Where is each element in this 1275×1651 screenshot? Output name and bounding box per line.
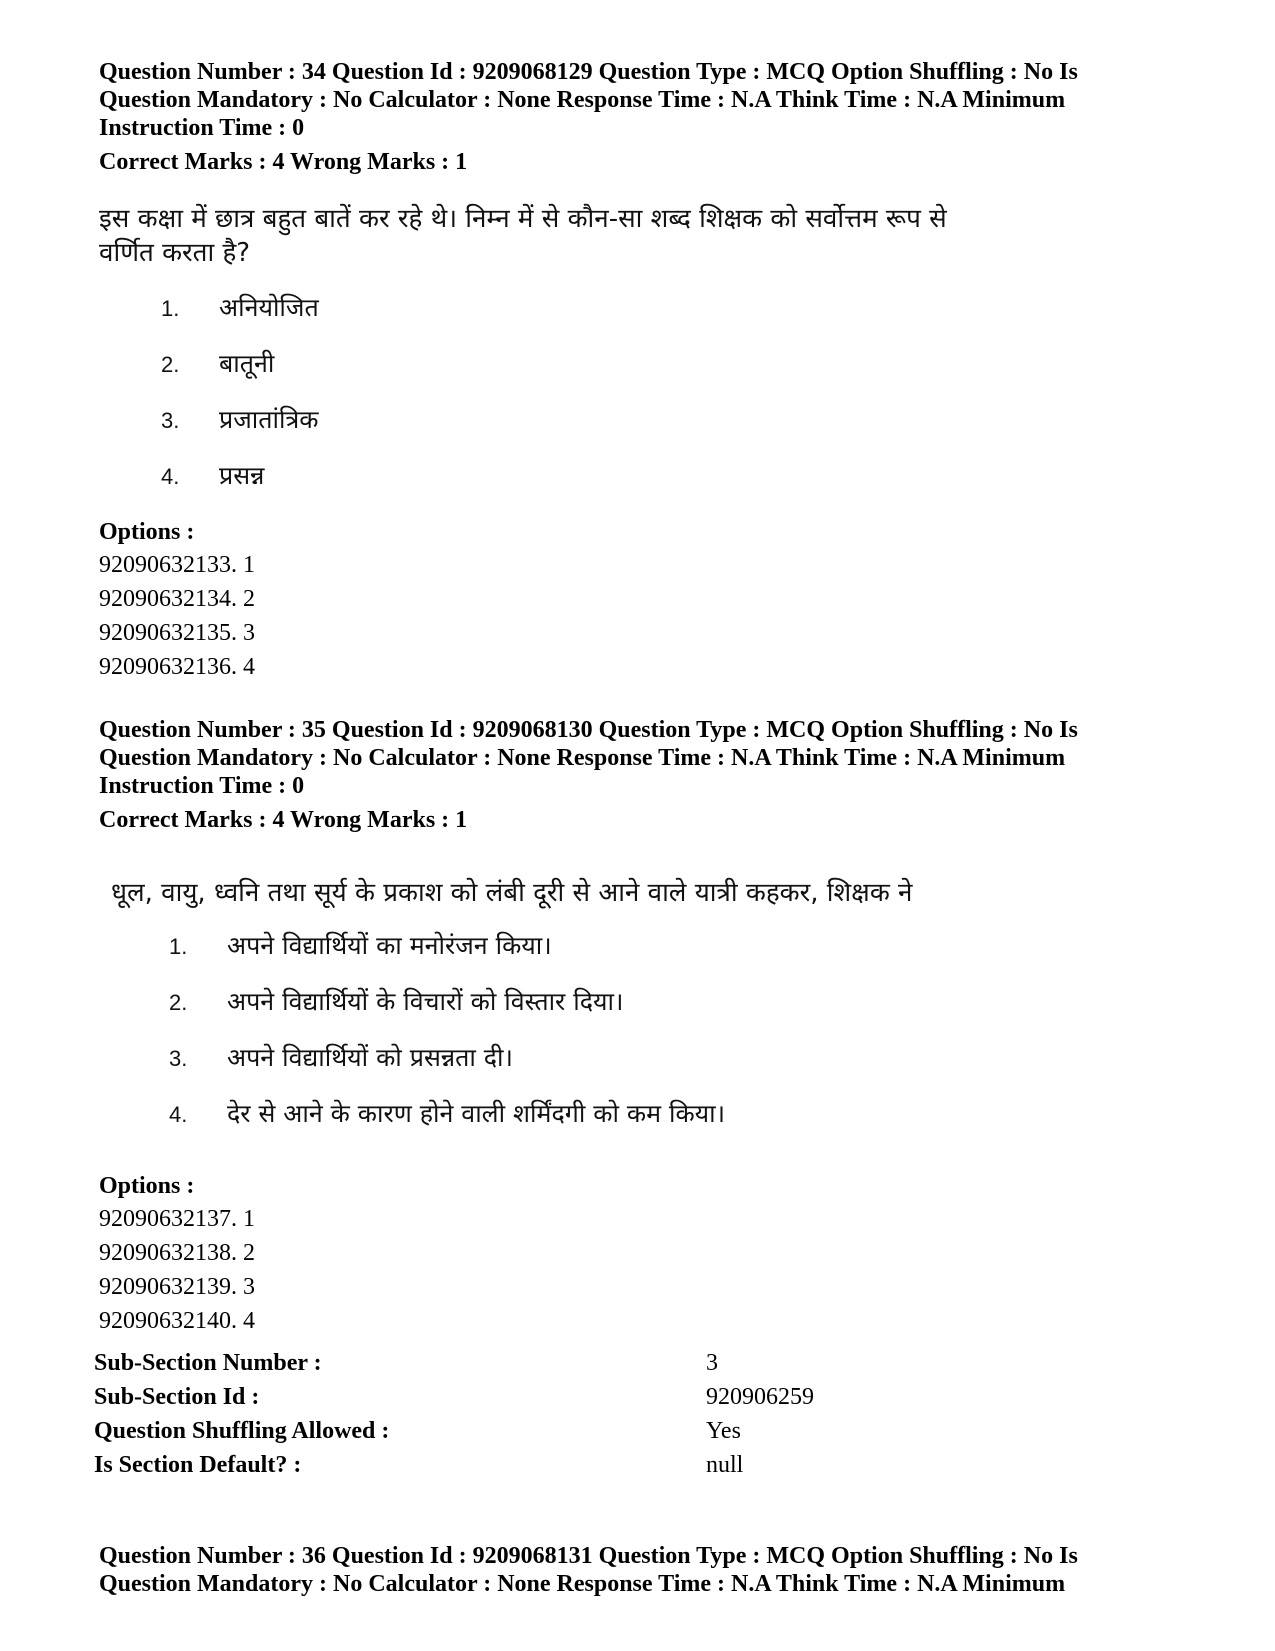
option-item: 92090632134. 2 — [99, 586, 255, 612]
choice-number: 1. — [161, 296, 180, 321]
header-line-3: Instruction Time : 0 — [99, 773, 305, 799]
choice-text: अपने विद्यार्थियों को प्रसन्नता दी। — [227, 1043, 513, 1072]
options-title: Options : — [99, 1173, 195, 1199]
options-list — [99, 1202, 1179, 1338]
subsection-label: Sub-Section Number : — [94, 1350, 322, 1376]
choice-item — [169, 928, 1179, 984]
question-header — [99, 1542, 1179, 1598]
choice-number: 4. — [161, 464, 180, 489]
question-text — [111, 876, 1179, 910]
choice-number: 4. — [169, 1102, 188, 1127]
subsection-value: Yes — [706, 1418, 741, 1444]
choice-text: अपने विद्यार्थियों का मनोरंजन किया। — [227, 931, 552, 960]
subsection-value: 920906259 — [706, 1384, 814, 1410]
header-line-1: Question Number : 36 Question Id : 9209068131 Question Type : MCQ Option Shuffling : No Is — [99, 1543, 1078, 1569]
choice-number: 3. — [169, 1046, 188, 1071]
header-line-3: Instruction Time : 0 — [99, 115, 305, 141]
subsection-row — [94, 1452, 894, 1486]
subsection-label: Question Shuffling Allowed : — [94, 1418, 390, 1444]
subsection-label: Is Section Default? : — [94, 1452, 302, 1478]
subsection-label: Sub-Section Id : — [94, 1384, 260, 1410]
choice-number: 2. — [169, 990, 188, 1015]
choice-item — [161, 458, 1179, 514]
choice-number: 1. — [169, 934, 188, 959]
choice-text: प्रसन्न — [219, 461, 265, 490]
option-item: 92090632137. 1 — [99, 1206, 255, 1232]
header-line-1: Question Number : 35 Question Id : 9209068130 Question Type : MCQ Option Shuffling : No Is — [99, 717, 1078, 743]
choice-text: अपने विद्यार्थियों के विचारों को विस्तार दिया। — [227, 987, 624, 1016]
question-line-1: धूल, वायु, ध्वनि तथा सूर्य के प्रकाश को लंबी दूरी से आने वाले यात्री कहकर, शिक्षक ने — [111, 878, 913, 908]
header-line-2: Question Mandatory : No Calculator : None Response Time : N.A Think Time : N.A Minimum — [99, 745, 1066, 771]
subsection-row — [94, 1384, 894, 1418]
subsection-row — [94, 1418, 894, 1452]
options-title: Options : — [99, 519, 195, 545]
choice-item — [161, 346, 1179, 402]
choice-item — [169, 984, 1179, 1040]
option-item: 92090632135. 3 — [99, 620, 255, 646]
choice-item — [169, 1096, 1179, 1152]
choice-item — [169, 1040, 1179, 1096]
choice-list — [161, 290, 1179, 514]
marks-line: Correct Marks : 4 Wrong Marks : 1 — [99, 807, 468, 833]
choice-text: देर से आने के कारण होने वाली शर्मिंदगी को कम किया। — [227, 1099, 726, 1128]
option-item: 92090632138. 2 — [99, 1240, 255, 1266]
choice-item — [161, 290, 1179, 346]
options-list — [99, 548, 1179, 684]
option-item: 92090632133. 1 — [99, 552, 255, 578]
choice-number: 3. — [161, 408, 180, 433]
option-item: 92090632140. 4 — [99, 1308, 255, 1334]
choice-number: 2. — [161, 352, 180, 377]
question-35 — [99, 716, 1179, 1338]
question-header — [99, 58, 1179, 142]
choice-list — [169, 928, 1179, 1152]
choice-text: अनियोजित — [219, 293, 319, 322]
header-line-2: Question Mandatory : No Calculator : None Response Time : N.A Think Time : N.A Minimum — [99, 87, 1066, 113]
question-header — [99, 716, 1179, 800]
choice-text: प्रजातांत्रिक — [219, 405, 319, 434]
choice-text: बातूनी — [219, 349, 275, 378]
header-line-2: Question Mandatory : No Calculator : None Response Time : N.A Think Time : N.A Minimum — [99, 1571, 1066, 1597]
option-item: 92090632136. 4 — [99, 654, 255, 680]
subsection-value: null — [706, 1452, 744, 1478]
question-36 — [99, 1542, 1179, 1598]
choice-item — [161, 402, 1179, 458]
question-line-2: वर्णित करता है? — [99, 238, 251, 268]
marks-line: Correct Marks : 4 Wrong Marks : 1 — [99, 149, 468, 175]
option-item: 92090632139. 3 — [99, 1274, 255, 1300]
subsection-row — [94, 1350, 894, 1384]
subsection-value: 3 — [706, 1350, 718, 1376]
subsection-info — [94, 1350, 894, 1486]
question-text — [99, 202, 1179, 270]
question-line-1: इस कक्षा में छात्र बहुत बातें कर रहे थे। निम्न में से कौन-सा शब्द शिक्षक को सर्वोत्तम रूप से — [99, 204, 947, 234]
header-line-1: Question Number : 34 Question Id : 9209068129 Question Type : MCQ Option Shuffling : No Is — [99, 59, 1078, 85]
question-34 — [99, 58, 1179, 684]
